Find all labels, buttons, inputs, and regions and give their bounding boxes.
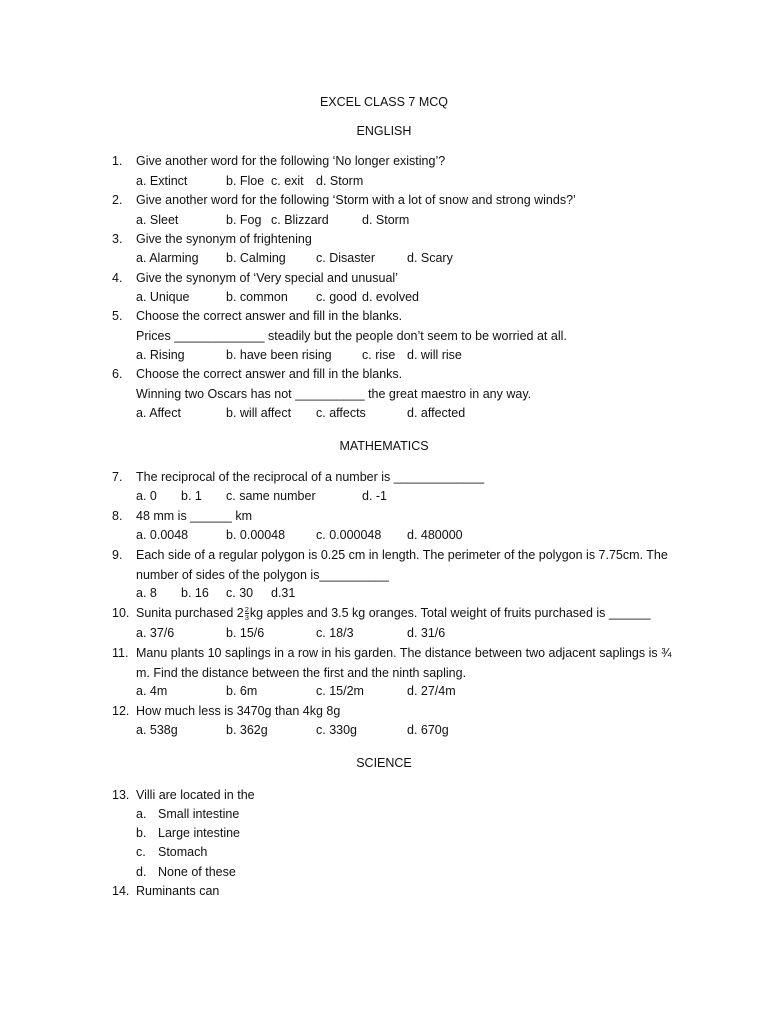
question-number: 10.: [112, 606, 130, 620]
option-c: c. exit: [271, 174, 304, 188]
question-3: [112, 230, 692, 250]
option-label: d.: [136, 865, 147, 879]
question-number: 8.: [112, 509, 123, 523]
option-c: c. same number: [226, 489, 316, 503]
document-title: EXCEL CLASS 7 MCQ: [319, 95, 449, 109]
question-text: Ruminants can: [136, 884, 220, 898]
question-text-pre: Sunita purchased 2: [136, 606, 244, 620]
option-a: a. 538g: [136, 723, 178, 737]
option-c: c. 0.000048: [316, 528, 382, 542]
question-number: 13.: [112, 788, 130, 802]
option-a: a. Alarming: [136, 251, 199, 265]
question-10: [112, 604, 692, 624]
question-number: 5.: [112, 309, 123, 323]
option-b: b. have been rising: [226, 348, 332, 362]
question-number: 1.: [112, 154, 123, 168]
question-9: [112, 546, 692, 585]
option-c: c. Blizzard: [271, 213, 329, 227]
option-a: a. Extinct: [136, 174, 188, 188]
option-d: d. 670g: [407, 723, 449, 737]
question-2: [112, 191, 692, 211]
question-text: How much less is 3470g than 4kg 8g: [136, 704, 341, 718]
question-13: [112, 786, 692, 806]
question-text: Give another word for the following ‘No longer existing’?: [136, 154, 446, 168]
question-number: 11.: [112, 646, 129, 660]
fraction: [245, 606, 249, 621]
option-text: Large intestine: [158, 826, 241, 840]
option-a: a. 0.0048: [136, 528, 189, 542]
question-14: [112, 882, 692, 902]
option-d: d. Storm: [362, 213, 410, 227]
question-text-post: kg apples and 3.5 kg oranges. Total weight of fruits purchased is ______: [249, 606, 651, 620]
question-text: Villi are located in the: [136, 788, 255, 802]
question-number: 12.: [112, 704, 130, 718]
option-b: b. Calming: [226, 251, 286, 265]
option-c: c. 18/3: [316, 626, 354, 640]
question-6: [112, 365, 692, 404]
question-text: Give the synonym of ‘Very special and unusual’: [136, 271, 398, 285]
question-text: 48 mm is ______ km: [136, 509, 253, 523]
section-heading-science: SCIENCE: [356, 756, 412, 770]
option-b: b. 6m: [226, 684, 258, 698]
option-c: c. Disaster: [316, 251, 376, 265]
option-c: c. good: [316, 290, 358, 304]
option-label: c.: [136, 845, 146, 859]
option-a: a. Rising: [136, 348, 185, 362]
option-b: b. common: [226, 290, 288, 304]
question-number: 9.: [112, 548, 123, 562]
question-number: 7.: [112, 470, 123, 484]
question-text-line2: m. Find the distance between the first and the ninth sapling.: [136, 665, 467, 680]
question-text: [136, 604, 692, 624]
question-text: Choose the correct answer and fill in the blanks.: [136, 309, 403, 323]
option-a: a. Unique: [136, 290, 190, 304]
option-d: d. 480000: [407, 528, 463, 542]
option-c: c. 330g: [316, 723, 358, 737]
question-text-line2: Prices _____________ steadily but the people don’t seem to be worried at all.: [136, 328, 567, 343]
option-b: b. will affect: [226, 406, 292, 420]
option-d: d.31: [271, 586, 296, 600]
question-number: 6.: [112, 367, 123, 381]
option-b: b. 1: [181, 489, 202, 503]
question-text-line2: number of sides of the polygon is__________: [136, 567, 389, 582]
question-text: Choose the correct answer and fill in the blanks.: [136, 367, 403, 381]
question-4: [112, 269, 692, 289]
question-8: [112, 507, 692, 527]
option-b: b. 0.00048: [226, 528, 286, 542]
question-11: [112, 644, 692, 683]
option-a: a. 4m: [136, 684, 168, 698]
question-number: 14.: [112, 884, 130, 898]
option-text: Stomach: [158, 845, 208, 859]
option-d: d. 27/4m: [407, 684, 456, 698]
question-7: [112, 468, 692, 488]
option-d: d. Storm: [316, 174, 364, 188]
option-b: b. 16: [181, 586, 209, 600]
option-c: c. rise: [362, 348, 396, 362]
question-12: [112, 702, 692, 722]
option-d: d. affected: [407, 406, 466, 420]
option-text: None of these: [158, 865, 236, 879]
option-d: d. -1: [362, 489, 388, 503]
option-c: c. affects: [316, 406, 366, 420]
option-a: a. 37/6: [136, 626, 175, 640]
option-c: c. 30: [226, 586, 254, 600]
option-a: a. 8: [136, 586, 157, 600]
question-5: [112, 307, 692, 346]
fraction-numerator: 2: [244, 605, 249, 615]
option-a: a. Affect: [136, 406, 181, 420]
question-text-line2: Winning two Oscars has not __________ the great maestro in any way.: [136, 386, 532, 401]
question-number: 4.: [112, 271, 123, 285]
option-b: b. 15/6: [226, 626, 265, 640]
section-heading-mathematics: MATHEMATICS: [339, 439, 429, 453]
question-text: Give the synonym of frightening: [136, 232, 312, 246]
fraction-denominator: 3: [244, 613, 249, 623]
section-heading-english: ENGLISH: [356, 124, 412, 138]
option-d: d. Scary: [407, 251, 453, 265]
question-text: Give another word for the following ‘Storm with a lot of snow and strong winds?’: [136, 193, 576, 207]
question-text: The reciprocal of the reciprocal of a number is _____________: [136, 470, 485, 484]
option-b: b. Floe: [226, 174, 265, 188]
option-b: b. 362g: [226, 723, 268, 737]
option-a: a. Sleet: [136, 213, 179, 227]
option-d: d. will rise: [407, 348, 462, 362]
option-label: a.: [136, 807, 147, 821]
option-c: c. 15/2m: [316, 684, 364, 698]
option-a: a. 0: [136, 489, 157, 503]
question-number: 2.: [112, 193, 123, 207]
option-text: Small intestine: [158, 807, 240, 821]
question-number: 3.: [112, 232, 123, 246]
option-d: d. evolved: [362, 290, 419, 304]
question-text: Each side of a regular polygon is 0.25 cm in length. The perimeter of the polygon is 7.75cm. The: [136, 548, 668, 562]
option-label: b.: [136, 826, 147, 840]
option-d: d. 31/6: [407, 626, 446, 640]
option-b: b. Fog: [226, 213, 262, 227]
question-text: Manu plants 10 saplings in a row in his garden. The distance between two adjacent saplings is ¾: [136, 646, 672, 660]
question-1: [112, 152, 692, 172]
